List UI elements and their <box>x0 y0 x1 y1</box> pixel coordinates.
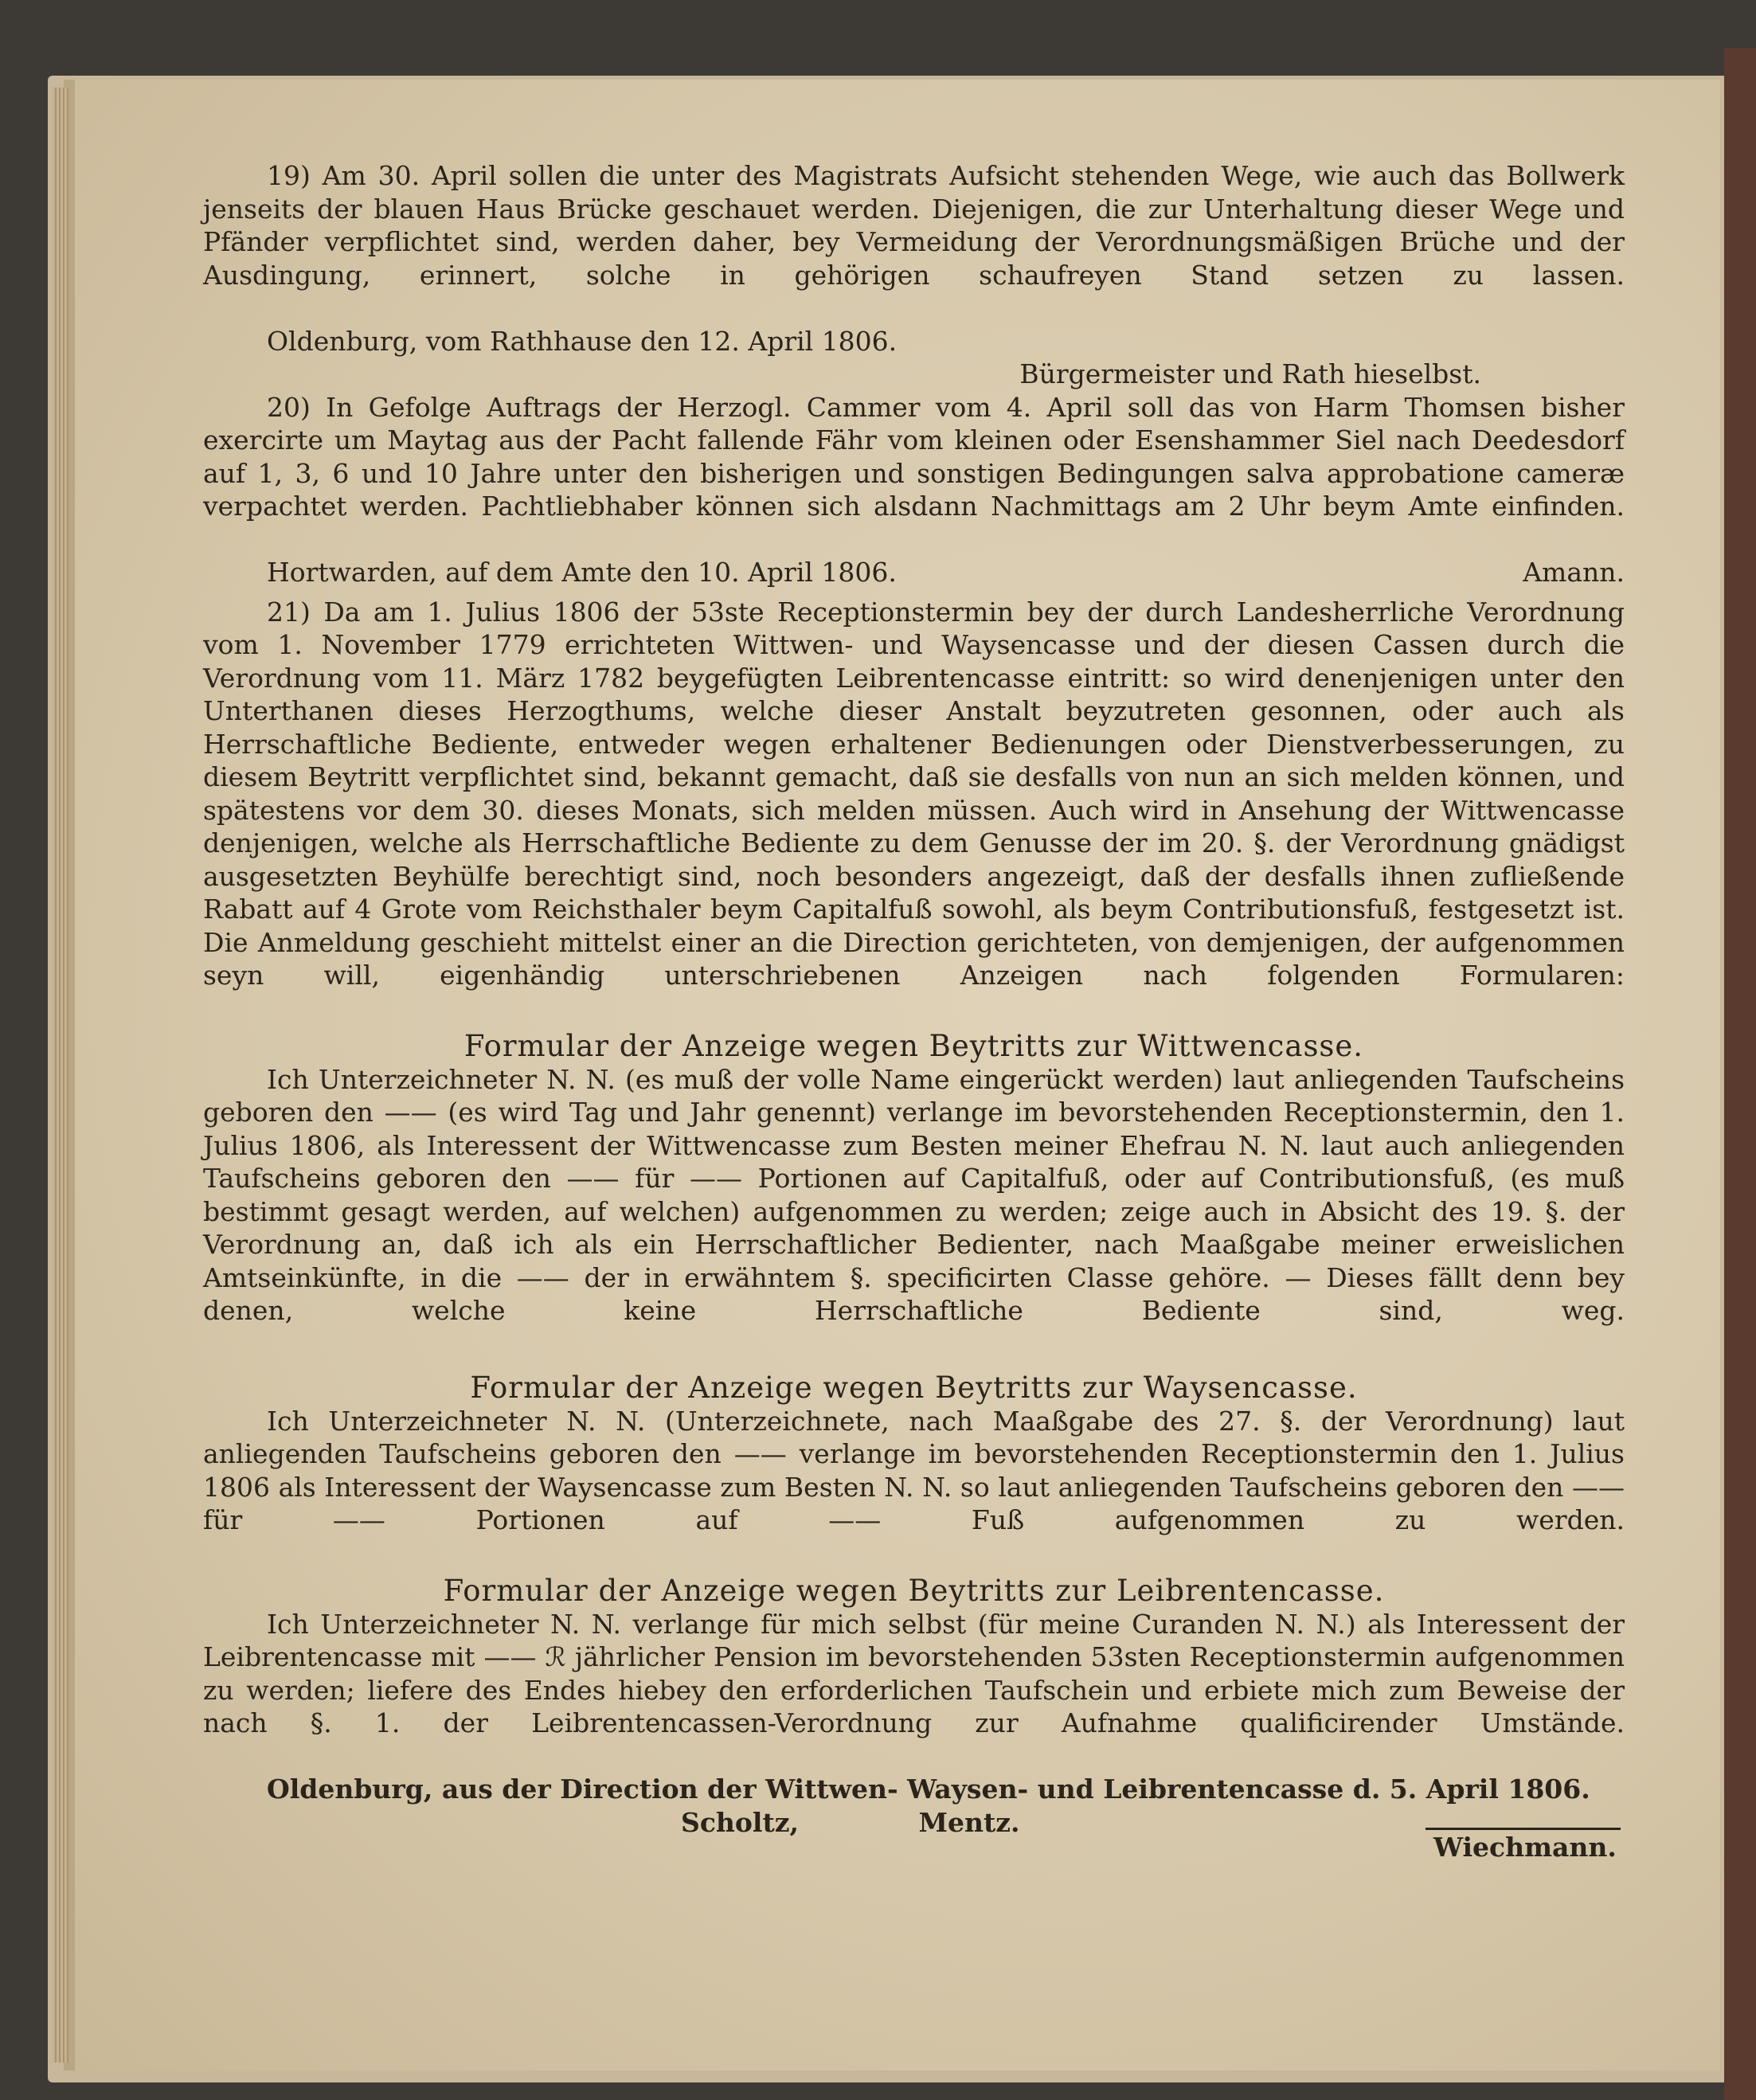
signer-mentz: Mentz. <box>918 1806 1020 1838</box>
form-1-heading: Formular der Anzeige wegen Beytritts zur Wittwencasse. <box>463 1029 1364 1063</box>
notice-20-text: 20) In Gefolge Auftrags der Herzogl. Cammer vom 4. April soll das von Harm Thomsen bisher exercirte um Maytag aus der Pacht fallende Fähr vom kleinen oder Esenshammer Siel nach Deedesdorf auf 1, 3, 6 und 10 Jahre unter den bisherigen und sonstigen Bedingungen salva approbatione cameræ verpachtet werden. Pachtliebhaber können sich alsdann Nachmittags am 2 Uhr beym Amte einfinden. <box>203 391 1625 522</box>
document-text <box>203 159 1625 1839</box>
notice-19-text: 19) Am 30. April sollen die unter des Magistrats Aufsicht stehenden Wege, wie auch das Bollwerk jenseits der blauen Haus Brücke geschauet werden. Diejenigen, die zur Unterhaltung dieser Wege und Pfänder verpflichtet sind, werden daher, bey Vermeidung der Verordnungsmäßigen Brüche und der Ausdingung, erinnert, solche in gehörigen schaufreyen Stand setzen zu lassen. <box>203 160 1625 291</box>
form-2-heading: Formular der Anzeige wegen Beytritts zur Waysencasse. <box>470 1371 1358 1405</box>
notice-20-footer <box>203 556 1625 589</box>
form-3-text: Ich Unterzeichneter N. N. verlange für mich selbst (für meine Curanden N. N.) als Interessent der Leibrentencasse mit —— ℛ jährlicher Pension im bevorstehenden 53sten Receptionstermin aufgenommen zu werden; liefere des Endes hiebey den erforderlichen Taufschein und erbiete mich zum Beweise der nach §. 1. der Leibrentencassen-Verordnung zur Aufnahme qualificirender Umstände. <box>203 1608 1625 1738</box>
form-1-text: Ich Unterzeichneter N. N. (es muß der volle Name eingerückt werden) laut anliegenden Taufscheins geboren den —— (es wird Tag und Jahr genennt) verlange im bevorstehenden Receptionstermin, den 1. Julius 1806, als Interessent der Wittwencasse zum Besten meiner Ehefrau N. N. laut auch anliegenden Taufscheins geboren den —— für —— Portionen auf Capitalfuß, oder auf Contributionsfuß, (es muß bestimmt gesagt werden, auf welchen) aufgenommen zu werden; zeige auch in Absicht des 19. §. der Verordnung an, daß ich als ein Herrschaftlicher Bedienter, nach Maaßgabe meiner erweislichen Amtseinkünfte, in die —— der in erwähntem §. specificirten Classe gehöre. — Dieses fällt denn bey denen, welche keine Herrschaftliche Bediente sind, weg. <box>203 1063 1625 1326</box>
notice-21-text: 21) Da am 1. Julius 1806 der 53ste Receptionstermin bey der durch Landesherrliche Verordnung vom 1. November 1779 errichteten Wittwen- und Waysencasse und der diesen Cassen durch die Verordnung vom 11. März 1782 beygefügten Leibrentencasse eintritt: so wird denenjenigen unter den Unterthanen dieses Herzogthums, welche dieser Anstalt beyzutreten gesonnen, oder auch als Herrschaftliche Bediente, entweder wegen erhaltener Bedienungen oder Dienstverbesserungen, zu diesem Beytritt verpflichtet sind, bekannt gemacht, daß sie desfalls von nun an sich melden können, und spätestens vor dem 30. dieses Monats, sich melden müssen. Auch wird in Ansehung der Wittwencasse denjenigen, welche als Herrschaftliche Bediente zu dem Genusse der im 20. §. der Verordnung gnädigst ausgesetzten Beyhülfe berechtigt sind, noch besonders angezeigt, daß der desfalls ihnen zufließende Rabatt auf 4 Grote vom Reichsthaler beym Capitalfuß sowohl, als beym Contributionsfuß, festgesetzt ist. Die Anmeldung geschieht mittelst einer an die Direction gerichteten, von demjenigen, der aufgenommen seyn will, eigenhändig unterschriebenen Anzeigen nach folgenden Formularen: <box>203 596 1625 991</box>
notice-20-signature: Amann. <box>1523 557 1625 588</box>
closing-place-date: Oldenburg, aus der Direction der Wittwen- Waysen- und Leibrentencasse d. 5. April 1806. <box>267 1773 1590 1805</box>
closing-signers <box>203 1806 1625 1840</box>
signer-wiechmann: Wiechmann. <box>1433 1832 1617 1863</box>
signer-scholtz: Scholtz, <box>681 1806 799 1838</box>
notice-19-place-date: Oldenburg, vom Rathhause den 12. April 1806. <box>267 325 898 357</box>
book-spine <box>1724 48 1756 2100</box>
notice-19-signature: Bürgermeister und Rath hieselbst. <box>1019 358 1481 389</box>
form-2-text: Ich Unterzeichneter N. N. (Unterzeichnete, nach Maaßgabe des 27. §. der Verordnung) laut anliegenden Taufscheins geboren den —— verlange im bevorstehenden Receptionstermin den 1. Julius 1806 als Interessent der Waysencasse zum Besten N. N. so laut anliegenden Taufscheins geboren den —— für —— Portionen auf —— Fuß aufgenommen zu werden. <box>203 1405 1625 1535</box>
notice-20-place-date: Hortwarden, auf dem Amte den 10. April 1806. <box>267 557 897 588</box>
page-edge <box>53 88 68 2063</box>
form-3-heading: Formular der Anzeige wegen Beytritts zur Leibrentencasse. <box>443 1574 1385 1608</box>
signature-rule <box>1426 1828 1621 1830</box>
